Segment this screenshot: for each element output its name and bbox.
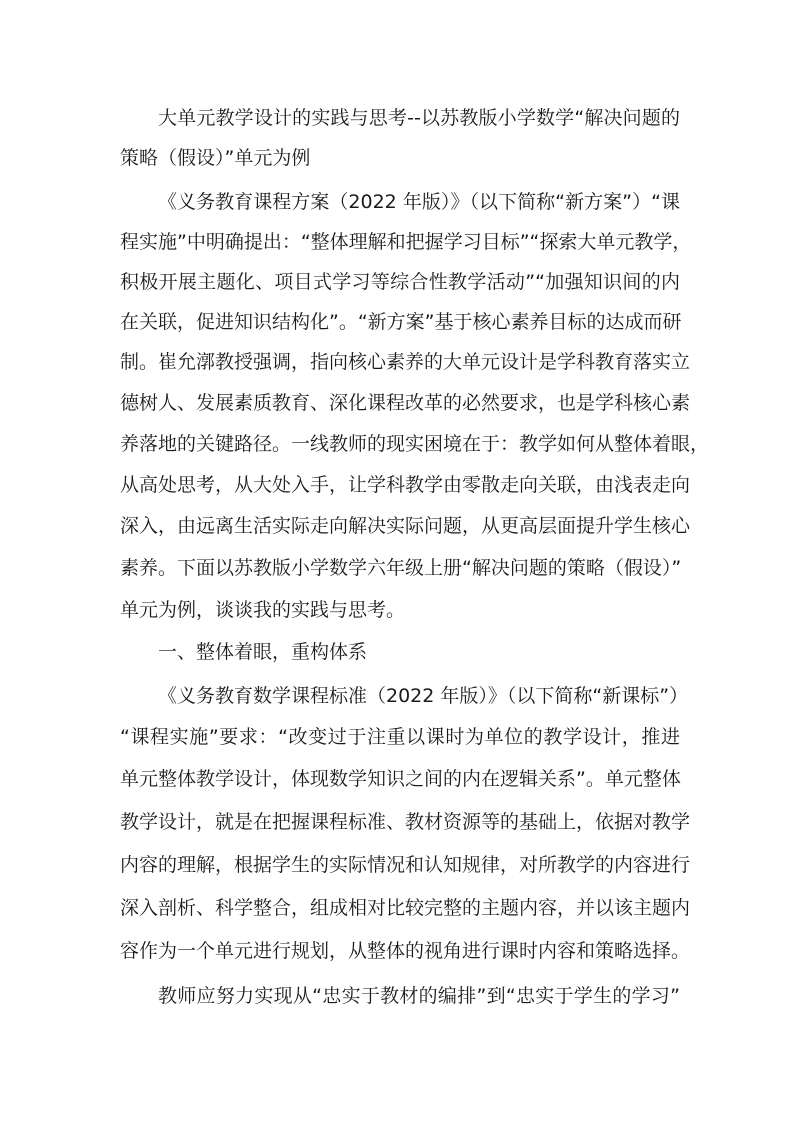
paragraph-1-line: 深入，由远离生活实际走向解决实际问题，从更高层面提升学生核心	[120, 515, 691, 537]
paragraph-2-line: 《义务教育数学课程标准（2022 年版）》（以下简称“新课标”）	[158, 685, 689, 707]
paragraph-2-line: 内容的理解，根据学生的实际情况和认知规律，对所教学的内容进行	[120, 854, 691, 876]
section-heading: 一、整体着眼，重构体系	[158, 641, 368, 663]
paragraph-1-line: 在关联，促进知识结构化”。“新方案”基于核心素养目标的达成而研	[120, 311, 682, 333]
title-line-1: 大单元教学设计的实践与思考--以苏教版小学数学“解决问题的	[158, 107, 680, 129]
paragraph-1-line: 养落地的关键路径。一线教师的现实困境在于：教学如何从整体着眼，	[120, 433, 710, 455]
paragraph-1-line: 《义务教育课程方案（2022 年版）》（以下简称“新方案”）“课	[158, 191, 680, 213]
paragraph-1-line: 单元为例，谈谈我的实践与思考。	[120, 599, 406, 621]
paragraph-1-line: 素养。下面以苏教版小学数学六年级上册“解决问题的策略（假设）”	[120, 557, 682, 579]
paragraph-3-line: 教师应努力实现从“忠实于教材的编排”到“忠实于学生的学习”	[158, 985, 680, 1007]
paragraph-1-line: 程实施”中明确提出：“整体理解和把握学习目标”“探索大单元教学，	[120, 231, 692, 253]
paragraph-1-line: 德树人、发展素质教育、深化课程改革的必然要求，也是学科核心素	[120, 392, 691, 414]
paragraph-2-line: 容作为一个单元进行规划，从整体的视角进行课时内容和策略选择。	[120, 940, 691, 962]
paragraph-1-line: 从高处思考，从大处入手，让学科教学由零散走向关联，由浅表走向	[120, 474, 691, 496]
paragraph-1-line: 制。崔允漷教授强调，指向核心素养的大单元设计是学科教育落实立	[120, 351, 691, 373]
paragraph-1-line: 积极开展主题化、项目式学习等综合性教学活动”“加强知识间的内	[120, 271, 680, 293]
title-line-2: 策略（假设）”单元为例	[120, 147, 311, 169]
paragraph-2-line: “课程实施”要求：“改变过于注重以课时为单位的教学设计，推进	[120, 726, 680, 748]
paragraph-2-line: 单元整体教学设计，体现数学知识之间的内在逻辑关系”。单元整体	[120, 768, 681, 790]
paragraph-2-line: 深入剖析、科学整合，组成相对比较完整的主题内容，并以该主题内	[120, 897, 691, 919]
paragraph-2-line: 教学设计，就是在把握课程标准、教材资源等的基础上，依据对教学	[120, 811, 691, 833]
